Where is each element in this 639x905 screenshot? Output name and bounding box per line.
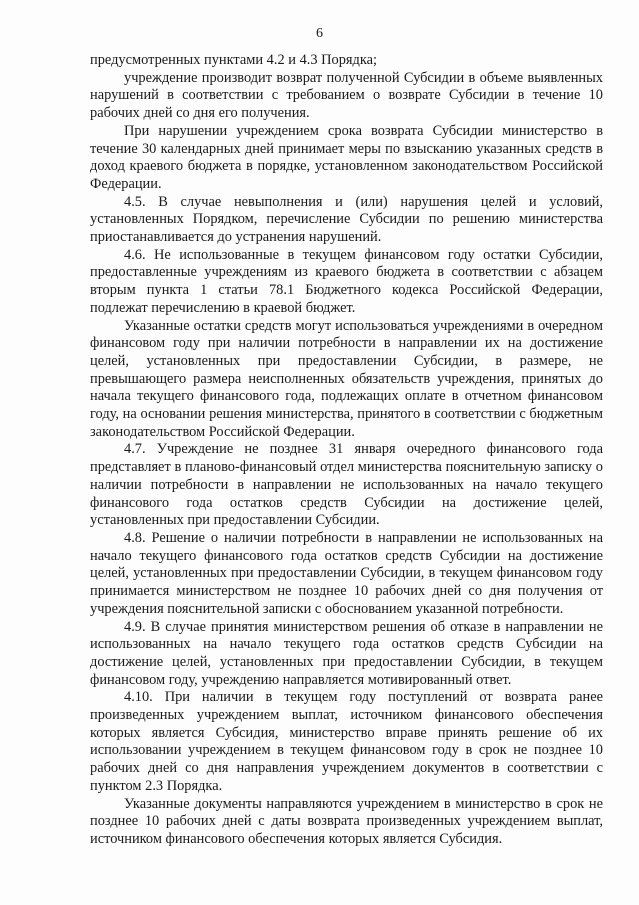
paragraph-4-5: 4.5. В случае невыполнения и (или) нарушения целей и условий, установленных Порядком, перечисление Субсидии по решению министерства приостанавливается до устранения нарушений. xyxy=(90,193,603,246)
paragraph-4-9: 4.9. В случае принятия министерством решения об отказе в направлении не использованных на начало текущего года остатков средств Субсидии на достижение целей, установленных при предоставлении Субсидии, в текущем финансовом году, учреждению направляется мотивированный ответ. xyxy=(90,618,603,688)
paragraph-continuation: предусмотренных пунктами 4.2 и 4.3 Порядка; xyxy=(90,52,378,68)
paragraph-4-7: 4.7. Учреждение не позднее 31 января очередного финансового года представляет в планово-финансовый отдел министерства пояснительную записку о наличии потребности в направлении не использованных на начало текущего финансового года остатков средств Субсидии на достижение целей, установленных при предоставлении Субсидии. xyxy=(90,441,603,529)
paragraph-remaining-funds: Указанные остатки средств могут использоваться учреждениями в очередном финансовом году при наличии потребности в направлении их на достижение целей, установленных при предоставлении Субсидии, в размере, не превышающего размера неисполненных обязательств учреждения, принятых до начала текущего финансового года, подлежащих оплате в отчетном финансовом году, на основании решения министерства, принятого в соответствии с бюджетным законодательством Российской Федерации. xyxy=(90,317,603,440)
page-number: 6 xyxy=(316,26,323,41)
paragraph-4-10: 4.10. При наличии в текущем году поступлений от возврата ранее произведенных учреждением выплат, источником финансового обеспечения которых является Субсидия, министерство вправе принять решение об их использовании учреждением в текущем финансовом году в срок не позднее 10 рабочих дней со дня направления учреждением документов в соответствии с пунктом 2.3 Порядка. xyxy=(90,689,603,794)
paragraph-documents-submission: Указанные документы направляются учреждением в министерство в срок не позднее 10 рабочих дней с даты возврата произведенных учреждением выплат, источником финансового обеспечения которых является Субсидия. xyxy=(90,795,603,847)
paragraph-4-8: 4.8. Решение о наличии потребности в направлении не использованных на начало текущего финансового года остатков средств Субсидии на достижение целей, установленных при предоставлении Субсидии, в текущем финансовом году принимается министерством не позднее 10 рабочих дней со дня получения от учреждения пояснительной записки с обоснованием указанной потребности. xyxy=(90,529,603,617)
paragraph-refund-deadline-violation: При нарушении учреждением срока возврата Субсидии министерство в течение 30 календарных дней принимает меры по взысканию указанных средств в доход краевого бюджета в порядке, установленном законодательством Российской Федерации. xyxy=(90,122,603,192)
paragraph-4-6: 4.6. Не использованные в текущем финансовом году остатки Субсидии, предоставленные учреждениям из краевого бюджета в соответствии с абзацем вторым пункта 1 статьи 78.1 Бюджетного кодекса Российской Федерации, подлежат перечислению в краевой бюджет. xyxy=(90,246,603,316)
document-body xyxy=(90,52,603,849)
paragraph-refund-obligation: учреждение производит возврат полученной Субсидии в объеме выявленных нарушений в соответствии с требованием о возврате Субсидии в течение 10 рабочих дней со дня его получения. xyxy=(90,69,603,122)
